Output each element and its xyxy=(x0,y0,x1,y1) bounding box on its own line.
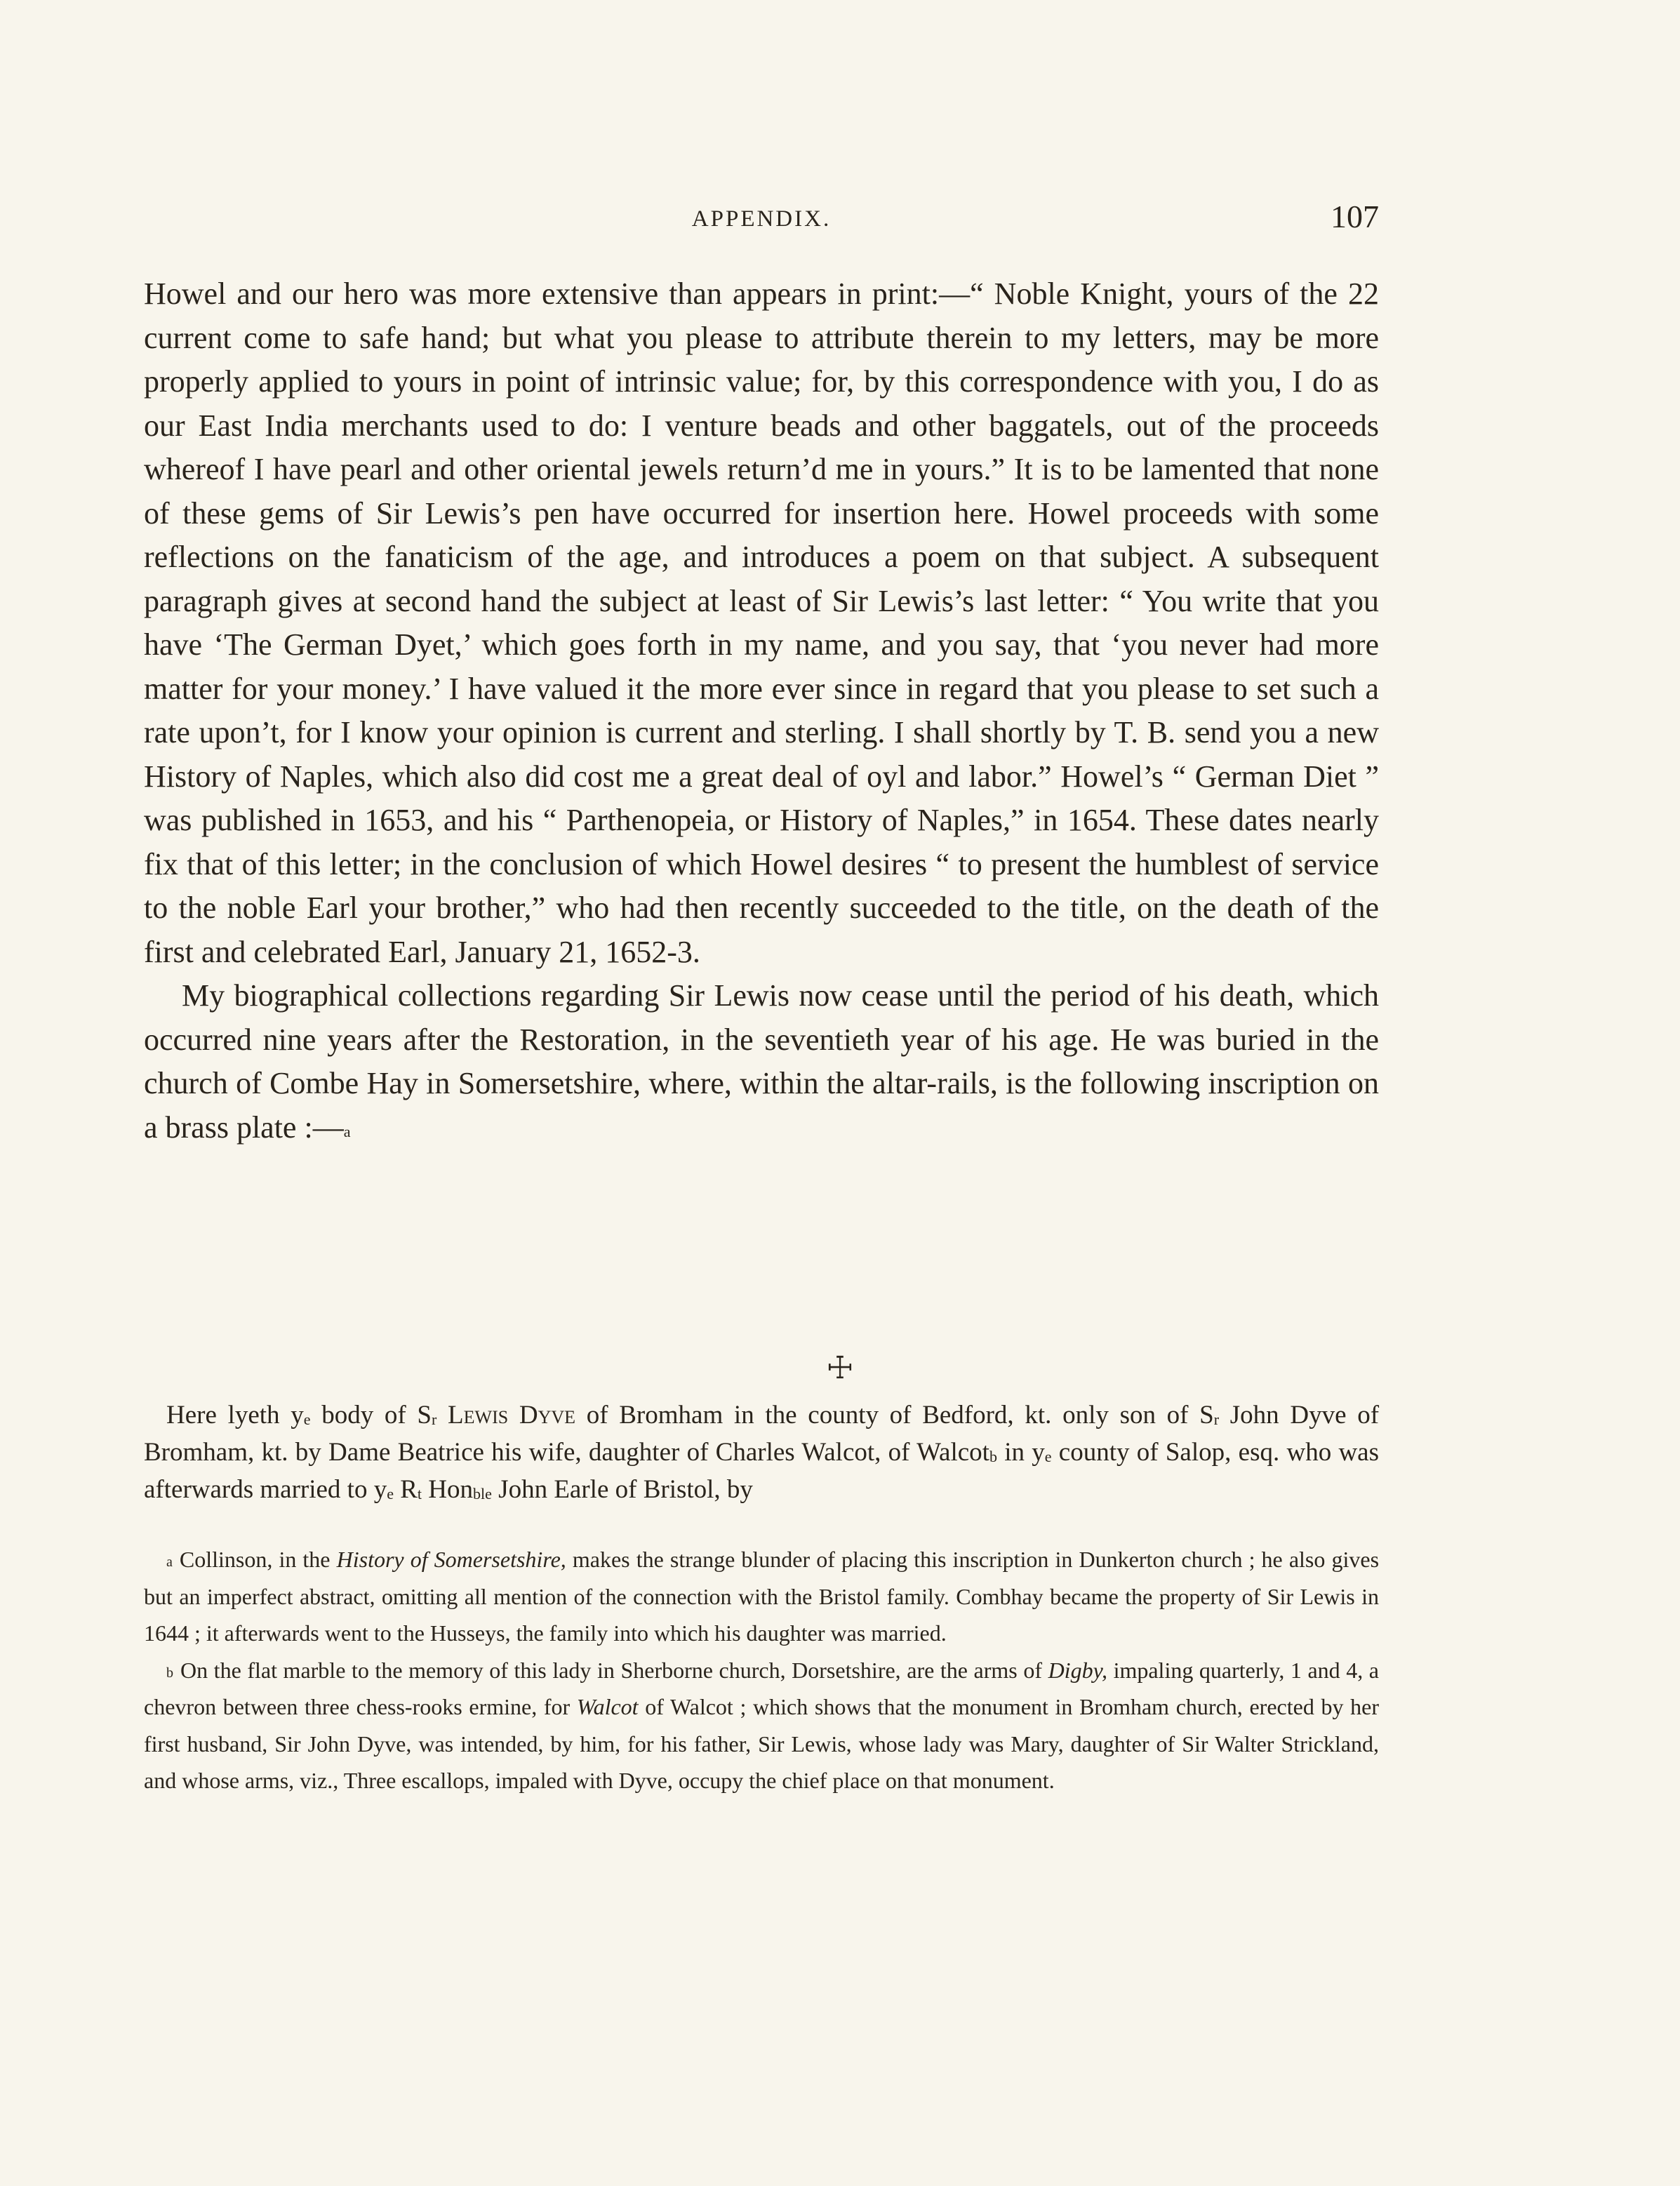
inscription xyxy=(144,1397,1379,1508)
inscription-name: Lewis Dyve xyxy=(448,1401,576,1429)
inscription-s1: e xyxy=(303,1411,311,1428)
page-header xyxy=(144,198,1379,240)
footnote-b xyxy=(144,1652,1379,1799)
body-text xyxy=(144,272,1379,1149)
running-head: APPENDIX. xyxy=(691,206,832,232)
inscription-s3: r xyxy=(1213,1411,1220,1428)
inscription-t3: of Bromham in the county of Bedford, kt. only son of S xyxy=(575,1401,1214,1429)
inscription-s8: ble xyxy=(473,1485,492,1502)
footnote-b-mark: b xyxy=(166,1665,173,1681)
page-number: 107 xyxy=(1331,199,1379,234)
footnote-a-italic: History of Somersetshire, xyxy=(336,1547,566,1572)
inscription-t2: body of S xyxy=(310,1401,432,1429)
footnote-b-italic-2: Walcot xyxy=(576,1694,639,1719)
footnotes xyxy=(144,1541,1379,1799)
inscription-t6: county of Salop, esq. who was afterwards married to y xyxy=(144,1438,1380,1504)
footnote-b-t2: impaling quarterly, 1 and 4, a chevron between three chess-rooks ermine, for xyxy=(144,1657,1380,1719)
footnote-b-t3: of Walcot ; which shows that the monument in Bromham church, erected by her first husband, Sir John Dyve, was intended, by him, for his father, Sir Lewis, whose lady was Mary, daughter of Sir Walter Strickland, and whose arms, viz., Three escallops, impaled with Dyve, occupy the chief place on that monument. xyxy=(144,1694,1380,1793)
footnote-ref-b: b xyxy=(989,1448,997,1465)
inscription-s5: e xyxy=(1044,1448,1052,1465)
inscription-t5: in y xyxy=(996,1438,1045,1467)
inscription-text xyxy=(144,1397,1379,1508)
inscription-t1: Here lyeth y xyxy=(166,1401,304,1429)
cross-icon: ☩ xyxy=(826,1350,854,1386)
inscription-t4: John Dyve of Bromham, kt. by Dame Beatrice his wife, daughter of Charles Walcot, of Walcot xyxy=(144,1401,1380,1467)
footnote-b-t1: On the flat marble to the memory of this lady in Sherborne church, Dorsetshire, are the arms of xyxy=(180,1657,1048,1683)
inscription-t7: R xyxy=(393,1475,418,1504)
inscription-s2: r xyxy=(432,1411,437,1428)
inscription-s7: t xyxy=(417,1485,422,1502)
inscription-t8: Hon xyxy=(422,1475,474,1504)
footnote-a xyxy=(144,1541,1379,1652)
inscription-t9: John Earle of Bristol, by xyxy=(491,1475,753,1504)
footnote-a-mark: a xyxy=(166,1554,173,1570)
footnote-b-italic-1: Digby, xyxy=(1048,1657,1107,1683)
footnote-ref-a: a xyxy=(343,1122,351,1140)
body-paragraph-1: Howel and our hero was more extensive than appears in print:—“ Noble Knight, yours of the 22 current come to safe hand; but what you please to attribute therein to my letters, may be more properly applied to yours in point of intrinsic value; for, by this correspondence with you, I do as our East India merchants used to do: I venture beads and other baggatels, out of the proceeds whereof I have pearl and other oriental jewels return’d me in yours.” It is to be lamented that none of these gems of Sir Lewis’s pen have occurred for insertion here. Howel proceeds with some reflections on the fanaticism of the age, and introduces a poem on that subject. A subsequent paragraph gives at second hand the subject at least of Sir Lewis’s last letter: “ You write that you have ‘The German Dyet,’ which goes forth in my name, and you say, that ‘you never had more matter for your money.’ I have valued it the more ever since in regard that you please to set such a rate upon’t, for I know your opinion is current and sterling. I shall shortly by T. B. send you a new History of Naples, which also did cost me a great deal of oyl and labor.” Howel’s “ German Diet ” was published in 1653, and his “ Parthenopeia, or History of Naples,” in 1654. These dates nearly fix that of this letter; in the conclusion of which Howel desires “ to present the humblest of service to the noble Earl your brother,” who had then recently succeeded to the title, on the death of the first and celebrated Earl, January 21, 1652-3. xyxy=(144,276,1379,969)
footnote-a-t2: makes the strange blunder of placing this inscription in Dunkerton church ; he also gives but an imperfect abstract, omitting all mention of the connection with the Bristol family. Combhay became the property of Sir Lewis in 1644 ; it afterwards went to the Husseys, the family into which his daughter was married. xyxy=(144,1547,1380,1646)
footnote-a-t1: Collinson, in the xyxy=(179,1547,337,1572)
body-paragraph-2 xyxy=(144,974,1379,1149)
inscription-s6: e xyxy=(387,1485,394,1502)
body-paragraph-2-text: My biographical collections regarding Sir Lewis now cease until the period of his death, which occurred nine years after the Restoration, in the seventieth year of his age. He was buried in the church of Combe Hay in Somersetshire, where, within the altar-rails, is the following inscription on a brass plate :— xyxy=(144,978,1379,1145)
